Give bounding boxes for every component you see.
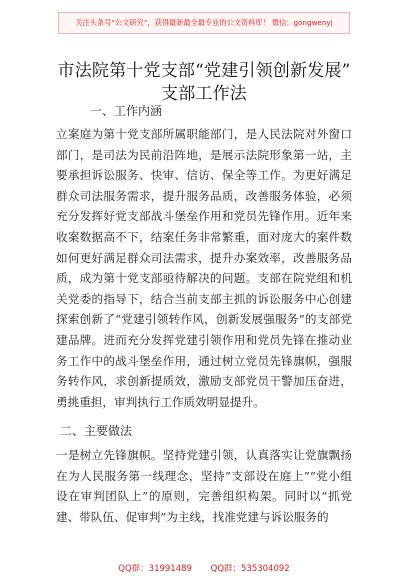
footer-qq-group-1: QQ群：31991489 <box>118 564 192 574</box>
document-title-line2: 支部工作法 <box>161 84 247 104</box>
promo-banner: 关注头条号“公文研究”，获得最新最全最专业的公文资料库！ 微信：gongwenyj <box>58 12 350 34</box>
section1-heading: 一、工作内涵 <box>90 104 163 118</box>
section1-paragraph: 立案庭为第十党支部所属职能部门，是人民法院对外窗口部门，是司法为民前沿阵地，是展示法院形象第一站，主要承担诉讼服务、快审、信访、保全等工作。为更好满足群众司法服务需求，提升服务品质，改善服务体验，必须充分发挥好党支部战斗堡垒作用和党员先锋作用。近年来收案数据高不下，结案任务非常繁重，面对庞大的案件数如何更好满足群众司法需求，提升办案效率，改善服务品质，成为第十党支部亟待解决的问题。支部在院党组和机关党委的指导下，结合当前支部主抓的诉讼服务中心创建探索创新了“党建引领转作风，创新发展强服务”的支部党建品牌。进而充分发挥党建引领作用和党员先锋在推动业务工作中的战斗堡垒作用，通过树立党员先锋旗帜，强服务转作风，求创新提质效，激励支部党员干警加压奋进，勇挑重担，审判执行工作质效明显提升。 <box>56 127 352 409</box>
footer-contact <box>0 562 408 574</box>
section2-paragraph: 一是树立先锋旗帜。坚持党建引领，认真落实让党旗飘扬在为人民服务第一线理念，坚持“支部设在庭上”“党小组设在审判团队上”的原则，完善组织构架。同时以“抓党建、带队伍、促审判”为主线，找准党建与诉讼服务的 <box>56 448 352 524</box>
document-title-line1: 市法院第十党支部“党建引领创新发展” <box>57 61 351 81</box>
section2-heading: 二、主要做法 <box>60 424 133 438</box>
footer-qq-group-2: QQ群：535304092 <box>210 564 290 574</box>
